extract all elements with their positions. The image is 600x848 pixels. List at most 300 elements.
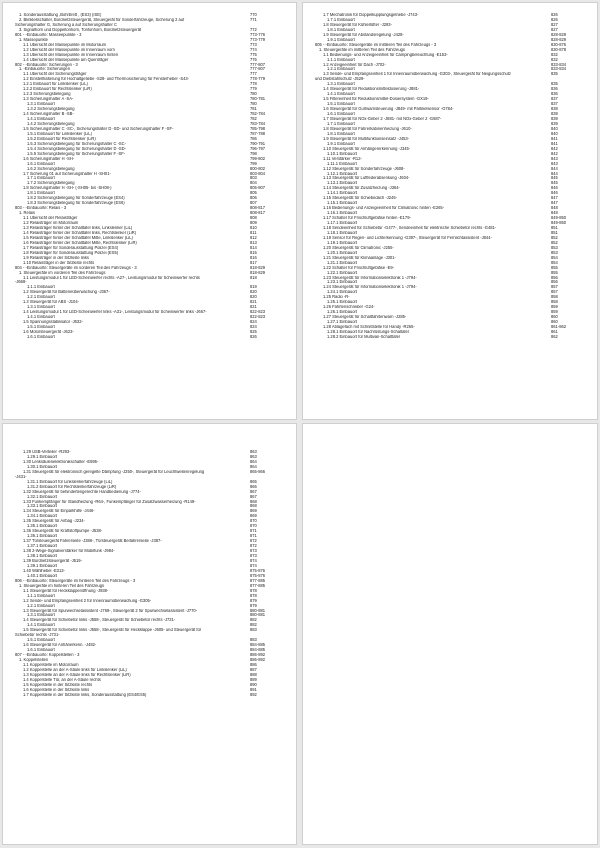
toc-entry-title: 1.39 Bordnetzsteuergerät -J519- xyxy=(23,558,82,563)
toc-entry-page: 845 xyxy=(551,180,558,186)
toc-entry-title: 1.33.1 Einbauort xyxy=(27,504,58,509)
toc-entry-page: 890 xyxy=(250,681,257,687)
toc-entry-page: 867 xyxy=(250,493,257,499)
toc-entry-title: 1.6.1 Einbauort xyxy=(327,112,355,117)
toc-entry-page: 832 xyxy=(551,51,558,57)
toc-entry-title: 1. Koppelstellen xyxy=(19,658,49,663)
toc-entry-title: 1.5.3 Sicherungsbelegung für Sicherungshalter C -SC- xyxy=(27,141,126,146)
toc-entry-page: 862 xyxy=(551,333,558,339)
toc-entry-title: 1.2.1 Einbauort für Linkslenker (LiL) xyxy=(23,82,88,87)
toc-entry-title: 1.20 Steuergerät für Climatronic -J255- xyxy=(323,245,394,250)
toc-entry-page: 773 xyxy=(250,41,257,47)
toc-entry-title: 1.23.1 Einbauort xyxy=(327,280,358,285)
toc-entry-title: -J431- xyxy=(15,474,27,479)
toc-entry-page: 840 xyxy=(551,130,558,136)
toc-entry-title: 1.8.1 Einbauort xyxy=(327,27,355,32)
toc-entry-title: 1.2 Anzeigeeinheit für Dach -J702- xyxy=(323,62,386,67)
toc-entry-page: 864 xyxy=(250,458,257,464)
toc-entry-title: 1.8 Steuergerät für Fahrerkabinenheizung -J610- xyxy=(323,126,412,131)
toc-entry-title: 1.8 Relaisträger für Sonderausstattung Polizei (ES5) xyxy=(23,250,119,255)
toc-entry-page: 806 xyxy=(250,195,257,201)
toc-entry-title: 1.4 Steuergerät für Schiebetür links -J558-, Steuergerät für Schiebetür rechts -J731- xyxy=(23,618,176,623)
toc-entry-title: 1.12 Steuergerät für Sonderfahrzeuge -J608- xyxy=(323,166,405,171)
toc-entry-page: 771 xyxy=(250,16,257,22)
toc-entry-page: 822-823 xyxy=(250,309,266,315)
toc-entry-title: 1.15.1 Einbauort xyxy=(327,201,358,206)
toc-entry-title: 1.4 Koppelstelle Tür, an der A-Säule rechts xyxy=(23,677,101,682)
toc-entry-title: 1.27.1 Einbauort xyxy=(327,320,358,325)
toc-entry-page: 856 xyxy=(551,279,558,285)
toc-entry-page: 853 xyxy=(551,249,558,255)
toc-entry-page: 824 xyxy=(250,324,257,330)
toc-entry-title: 1.26 Fahrtenschreiber -G24- xyxy=(323,305,375,310)
toc-entry-page: 842 xyxy=(551,145,558,151)
toc-entry-page: 844 xyxy=(551,165,558,171)
toc-entry-page: 778-779 xyxy=(250,76,266,82)
toc-entry-title: 1.7 Sicherung 01 auf Sicherungshalter H -SH01- xyxy=(23,171,111,176)
toc-entry-page: 836 xyxy=(551,91,558,97)
toc-entry-title: 1.9 Steuergerät für Abstandsregelung -J428- xyxy=(323,32,404,37)
toc-entry-page: 780 xyxy=(250,91,257,97)
toc-entry-page: 849-850 xyxy=(551,215,567,221)
toc-entry-title: 1.39.1 Einbauort xyxy=(27,563,58,568)
toc-entry-page: 832 xyxy=(551,56,558,62)
toc-entry-page: 805-807 xyxy=(250,185,266,191)
toc-entry-title: 1.29 USB-Verteiler -R293- xyxy=(23,450,71,454)
toc-entry-title: 1.4.1 Einbauort xyxy=(27,315,55,320)
toc-entry-title: 1.17.1 Einbauort xyxy=(327,221,358,226)
toc-entry-page: 861-862 xyxy=(551,324,567,330)
toc-entry-page: 820 xyxy=(250,294,257,300)
toc-entry-page: 869 xyxy=(250,508,257,514)
toc-entry-page: 889 xyxy=(250,676,257,682)
toc-entry-page: 866 xyxy=(250,483,257,489)
toc-entry-title: 1.4.1 Einbauort xyxy=(27,117,55,122)
toc-entry xyxy=(15,335,274,340)
toc-entry-title: 1.2 Steuergerät für Batterieüberwachung -J367- xyxy=(23,290,110,295)
toc-entry-title: Schiebetür rechts -J731- xyxy=(15,633,60,638)
toc-entry-title: 1.18 Sendeeinheit für Schiebetür -G477-, Sendeeinheit für elektrische Schiebetür rechts -G481- xyxy=(323,225,497,230)
toc-entry-page: 804 xyxy=(250,180,257,186)
toc-entry-title: 1.8.3 Sicherungsbelegung für Sonderfahrzeuge (ES6) xyxy=(27,201,125,206)
toc-entry-title: 804 - -Einbauorte: Steuergeräte im vorderen Teil des Fahrzeugs - 3 xyxy=(15,265,137,270)
toc-entry-page: 879 xyxy=(250,602,257,608)
toc-entry-page: 773-776 xyxy=(250,31,266,37)
toc-entry-title: 1.3.1 Einbauort xyxy=(27,305,55,310)
toc-entry-title: 1.1.1 Einbauort xyxy=(27,593,55,598)
toc-entry xyxy=(315,335,575,340)
toc-entry-page: 779 xyxy=(250,86,257,92)
toc-entry-page: 872 xyxy=(250,538,257,544)
toc-entry-title: 1.35.1 Einbauort xyxy=(27,524,58,529)
toc-entry-page: 848 xyxy=(551,210,558,216)
toc-entry-page: 871 xyxy=(250,528,257,534)
toc-entry-title: 1.29.1 Einbauort xyxy=(27,454,58,459)
toc-entry-title: 1.17 Schalter für Frischluftgebläse hinten -E179- xyxy=(323,216,411,221)
toc-entry-title: 1.5 Steuergerät für Schiebetür links -J558-, Steuergerät für Heckklappe -J605- und Steuergerät für xyxy=(23,628,202,633)
toc-entry-title: 1.6 Koppelstelle in der Sitzkiste links xyxy=(23,687,90,692)
toc-entry-title: 1.7.2 Sicherungsbelegung xyxy=(27,181,75,186)
toc-entry-page: 824 xyxy=(250,319,257,325)
toc-entry-title: 1.36 Steuergerät für Kraftstoffpumpe -J538- xyxy=(23,529,103,534)
toc-entry-page: 888 xyxy=(250,671,257,677)
toc-entry-page: 847 xyxy=(551,195,558,201)
toc-entry-page: 841 xyxy=(551,135,558,141)
document-page-3 xyxy=(2,423,297,845)
toc-entry-page: 827 xyxy=(551,21,558,27)
toc-entry-title: 1.18.1 Einbauort xyxy=(327,230,358,235)
toc-entry-page: 865 xyxy=(250,478,257,484)
toc-entry-page: 857 xyxy=(551,284,558,290)
toc-entry-title: 1.28.2 Einbauort für Multivan-Schalttafel xyxy=(327,334,400,339)
toc-entry-page: 839 xyxy=(551,116,558,122)
toc-entry-page: 839 xyxy=(551,120,558,126)
toc-entry-title: 1.37 Türsteuergerät Fahrerseite -J386-, Türsteuergerät Beifahrerseite -J387- xyxy=(23,539,162,544)
toc-entry-page: 870 xyxy=(250,518,257,524)
toc-entry-page: 780 xyxy=(250,101,257,107)
toc-entry-page: 858 xyxy=(551,294,558,300)
toc-entry-title: 1.28 Ablagefach mit Schnittstelle für Handy -R265- xyxy=(323,325,415,330)
toc-entry-title: 1.2.3 Sicherungsbelegung xyxy=(23,92,71,97)
toc-entry-title: 3. Signalhorn und Doppeltonhorn, Tonfonhorn, Bordnetzsteuergerät xyxy=(19,27,142,32)
toc-entry-page: 875-876 xyxy=(250,567,266,573)
toc-entry-title: 1.9 Relaisträger in der Sitzkiste links xyxy=(23,255,89,260)
toc-entry-page: 828-829 xyxy=(551,36,567,42)
toc-entry-page: 860 xyxy=(551,314,558,320)
toc-entry-title: 1.14 Steuergerät für Zusatzheizung -J364- xyxy=(323,186,400,191)
toc-entry-page: 830-876 xyxy=(551,41,567,47)
toc-entry-page: 818 xyxy=(250,274,257,280)
toc-entry-title: 1.5 Spannungsstabilisator -J532- xyxy=(23,320,83,325)
toc-entry-title: 801 - -Einbauorte: Masseepunkte - 3 xyxy=(15,32,82,37)
toc-entry-page: 808-817 xyxy=(250,205,266,211)
toc-entry-title: 1.1.1 Einbauort xyxy=(27,285,55,290)
toc-entry-title: 1.31.1 Einbauort für Linkslenkerfahrzeuge (LiL) xyxy=(27,479,113,484)
toc-entry-page: 867 xyxy=(250,488,257,494)
toc-entry-page: 870 xyxy=(250,523,257,529)
toc-entry-title: 1.8.1 Einbauort xyxy=(327,131,355,136)
toc-entry-title: 1. Steuergeräte im mittleren Teil des Fahrzeugs xyxy=(319,47,405,52)
toc-entry-page: 835 xyxy=(551,71,558,77)
toc-entry-title: 1.32 Steuergerät für behindertengerechte Handbedienung -J774- xyxy=(23,489,141,494)
toc-entry-title: 1. Relais xyxy=(19,211,35,216)
toc-entry-title: 1.22 Schalter für Frischluftgebläse -E9- xyxy=(323,265,394,270)
toc-entry-title: 1.6.1 Einbauort xyxy=(27,161,55,166)
toc-entry-page: 828-829 xyxy=(551,31,567,37)
toc-entry-title: 1.3.1 Einbauort xyxy=(327,82,355,87)
toc-entry-title: 1.7 Relaisträger für Sonderausstattung Polizei (ES4) xyxy=(23,245,119,250)
toc-entry-page: 846 xyxy=(551,190,558,196)
toc-entry-page: 782 xyxy=(250,116,257,122)
toc-entry-page: 821 xyxy=(250,299,257,305)
toc-entry-page: 853 xyxy=(551,244,558,250)
toc-entry-title: 1.5 Sicherungshalter C -SC-, Sicherungshalter D -SD- und Sicherungshalter F -SF- xyxy=(23,126,174,131)
toc-entry-title: 1.26.1 Einbauort xyxy=(327,310,358,315)
toc-entry-title: 1.9.1 Einbauort xyxy=(327,37,355,42)
toc-entry-title: 1.22.1 Einbauort xyxy=(327,270,358,275)
toc-entry-title: 1.23 Steuergerät für Informationselektronik 1 -J794- xyxy=(323,275,417,280)
toc-entry-title: 805 - -Einbauorte: Steuergeräte im mittleren Teil des Fahrzeugs - 3 xyxy=(315,42,437,47)
toc-entry-title: 1.21.1 Einbauort xyxy=(327,260,358,265)
toc-entry-page: 833-834 xyxy=(551,66,567,72)
toc-entry-page: 843 xyxy=(551,160,558,166)
toc-entry-page: 796-797 xyxy=(250,145,266,151)
toc-entry-page: 877-885 xyxy=(250,582,266,588)
toc-entry-title: 1.4 Übersicht der Massepunkte am Quenträger xyxy=(23,57,109,62)
toc-entry-page: 805 xyxy=(250,190,257,196)
toc-entry-page: 886-892 xyxy=(250,657,266,663)
document-page-1 xyxy=(2,2,297,420)
toc-entry-page: 841 xyxy=(551,140,558,146)
toc-entry-title: 1.6 Steuergerät für Gurtwarnsteuerung -J849- mit Partikelsensor -G784- xyxy=(323,107,454,112)
toc-entry-page: 777-807 xyxy=(250,66,266,72)
toc-entry-title: 1.10 Relaisträger in der Sitzkiste rechts xyxy=(23,260,95,265)
toc-entry-page: 863 xyxy=(250,453,257,459)
toc-entry-page: 864 xyxy=(250,463,257,469)
toc-entry-page: 812 xyxy=(250,234,257,240)
toc-entry-title: 1.27 Steuergerät für Schaltfahrtenwarn -J285- xyxy=(323,315,407,320)
toc-entry-title: 1.36.1 Einbauort xyxy=(27,534,58,539)
toc-entry-title: 1.30 Lenksäulenelektronikschalter -E595- xyxy=(23,459,99,464)
toc-entry-title: 1.1.1 Einbauort xyxy=(327,57,355,62)
toc-entry-title: 1.40 Wählhebel -E313- xyxy=(23,568,65,573)
toc-entry-page: 838 xyxy=(551,106,558,112)
toc-entry-title: 1.8 Steuergerät für Kühlerlüfter -J293- xyxy=(323,22,392,27)
toc-entry-page: 855 xyxy=(551,264,558,270)
toc-entry-title: 1.4 Steuergerät für Reduktionsmitteldosierung -J881- xyxy=(323,87,420,92)
toc-entry-title: 1.5 Koppelstelle in der Sitzkiste rechts xyxy=(23,682,93,687)
toc-entry-page: 878 xyxy=(250,587,257,593)
toc-entry-page: 778 xyxy=(250,81,257,87)
toc-entry-page: 868 xyxy=(250,503,257,509)
toc-entry-title: 1.2 Übersicht der Massepunkte im Innenraum vorn xyxy=(23,47,115,52)
toc-entry-title: und Diebstahlschutz -J529- xyxy=(315,77,365,82)
toc-entry-page: 851 xyxy=(551,224,558,230)
toc-entry-title: 1.19.1 Einbauort xyxy=(327,240,358,245)
toc-entry-title: 1.12.1 Einbauort xyxy=(327,171,358,176)
toc-entry-title: 803 - -Einbauorte: Relais - 3 xyxy=(15,206,67,211)
toc-entry-page: 798 xyxy=(250,150,257,156)
toc-entry-page: 883 xyxy=(250,627,257,633)
toc-entry-page: 848 xyxy=(551,205,558,211)
toc-entry-page: 815 xyxy=(250,249,257,255)
toc-entry-title: 1.16.1 Einbauort xyxy=(327,211,358,216)
toc-entry-page: 849-850 xyxy=(551,220,567,226)
toc-entry-title: 1.7 Mechatronik für Doppelkupplungsgetriebe -J743- xyxy=(323,13,419,17)
toc-entry-title: 1.11.1 Einbauort xyxy=(327,161,357,166)
toc-entry-page: 826 xyxy=(551,12,558,17)
toc-entry-title: 802 - -Einbauorte: Sicherungen - 3 xyxy=(15,62,78,67)
toc-entry-title: 1.31 Steuergerät für elektronisch geregelte Dämpfung -J250-, Steuergerät für Leuchtweitenregelung xyxy=(23,469,205,474)
toc-entry-page: 852 xyxy=(551,234,558,240)
toc-entry-page: 837 xyxy=(551,101,558,107)
toc-entry-page: 842 xyxy=(551,150,558,156)
toc-entry-page: 800-802 xyxy=(250,165,266,171)
toc-entry-page: 826 xyxy=(250,333,257,339)
toc-entry-title: 1.5 Filtereinheit für Reduktionsmittel-Dosiersystem -GX19- xyxy=(323,97,429,102)
toc-entry-title: 807 - -Einbauorte: Koppelstellen - 3 xyxy=(15,653,80,658)
toc-entry-title: 1.1 Übersicht der Massepunkte im Motorraum xyxy=(23,42,107,47)
toc-entry-page: 826 xyxy=(551,16,558,22)
toc-entry-page: 847 xyxy=(551,200,558,206)
toc-entry-page: 777-807 xyxy=(250,61,266,67)
toc-entry-title: 1.34.1 Einbauort xyxy=(27,514,58,519)
toc-entry-title: 1.7 Steuergerät für NOx-Geber 2 -J881- mit NOx-Geber 2 -G687- xyxy=(323,117,442,122)
toc-entry-page: 855 xyxy=(551,269,558,275)
toc-entry-title: 1.8.2 Sicherungsbelegung für Sonderfahrzeuge (ES4) xyxy=(27,196,125,201)
toc-entry-title: 1.30.1 Einbauort xyxy=(27,464,58,469)
toc-entry-page: 843 xyxy=(551,155,558,161)
toc-entry-page: 799-802 xyxy=(250,155,266,161)
toc-entry-page: 874 xyxy=(250,557,257,563)
toc-entry-page: 803-804 xyxy=(250,170,266,176)
toc-entry-page: 858 xyxy=(551,299,558,305)
toc-entry-page: 775 xyxy=(250,51,257,57)
toc-entry-page: 871 xyxy=(250,533,257,539)
toc-entry-page: 774 xyxy=(250,46,257,52)
toc-entry-title: 1.14.1 Einbauort xyxy=(327,191,358,196)
toc-entry-page: 837 xyxy=(551,96,558,102)
toc-entry-page: 773-779 xyxy=(250,36,266,42)
toc-entry-title: 2. Blinkleitschalter, Bordnetzsteuergerät, Steuergerät für Sonderfahrzeuge, Sicherung 2 auf xyxy=(19,17,185,22)
toc-entry-title: 1.4.1 Einbauort xyxy=(327,92,355,97)
toc-entry-title: 1.21 Steuergerät für Klimaanlage -J301- xyxy=(323,255,396,260)
toc-entry-page: 851 xyxy=(551,229,558,235)
toc-entry-page: 861 xyxy=(551,329,558,334)
toc-entry-title: 1.1 Steuergerät für Heckklappenöffnung -J938- xyxy=(23,588,109,593)
toc-entry-page: 882 xyxy=(250,617,257,623)
toc-entry-page: 891 xyxy=(250,686,257,692)
toc-entry-title: 1.10.1 Einbauort xyxy=(327,151,358,156)
toc-entry-title: 1.3 Steuergerät für Spurwechselassistent -J769-, Steuergerät 2 für Spurwechselassistent -J770- xyxy=(23,608,198,613)
toc-entry-page: 846 xyxy=(551,185,558,191)
toc-entry-title: 1.5.1 Einbauort xyxy=(27,638,55,643)
toc-entry-title: 1.1 Koppelstelle im Motorraum xyxy=(23,662,79,667)
toc-entry-title: 1.4 Sicherungshalter B -SB- xyxy=(23,112,74,117)
toc-entry-title: 1.32.1 Einbauort xyxy=(27,494,58,499)
toc-entry-title: 1.4.1 Einbauort xyxy=(27,623,55,628)
toc-entry-title: 1.28.1 Einbauort für Nachrüstungs-Schaltafel xyxy=(327,330,409,334)
toc-entry-title: 1.3.2 Sicherungsbelegung xyxy=(27,107,75,112)
toc-entry-title: 1.5.4 Sicherungsbelegung für Sicherungshalter D -SD- xyxy=(27,146,126,151)
toc-entry-page: 770 xyxy=(250,12,257,17)
toc-entry-page: 783-784 xyxy=(250,120,266,126)
toc-entry-title: 1.5 Relaisträger hinter der Schalttafel Mitte, Linkslenker (LiL) xyxy=(23,235,133,240)
toc-entry-title: 1.2 Koppelstelle an der A-Säule links für Linkslenker (LiL) xyxy=(23,667,127,672)
toc-entry-page: 772 xyxy=(250,26,257,32)
toc-entry-title: 1.15 Steuergerät für Schiebedach -J245- xyxy=(323,196,397,201)
toc-entry-title: 1.38 2-Wege-Signalverstärker für Mobilfunk -J984- xyxy=(23,549,115,554)
toc-entry-page: 833-834 xyxy=(551,61,567,67)
toc-entry-page: 786 xyxy=(250,135,257,141)
toc-entry-title: 1.4 Leistungsmodul 1 für LED-Scheinwerfer links -A31-, Leistungsmodul für Scheinwerfer links -J667- xyxy=(23,310,207,315)
toc-entry-title: 1.6 Relaisträger hinter der Schalttafel Mitte, Rechtslenker (LiR) xyxy=(23,240,137,245)
toc-entry-page: 776 xyxy=(250,56,257,62)
toc-entry-page: 854 xyxy=(551,254,558,260)
toc-entry-page: 818-829 xyxy=(250,264,266,270)
toc-entry-title: 1.37.1 Einbauort xyxy=(27,544,58,549)
toc-entry-title: 1.7 Koppelstelle in der Sitzkiste links, Sonderausstattung (ES4/ES5) xyxy=(23,692,147,697)
toc-entry-page: 886 xyxy=(250,661,257,667)
toc-list xyxy=(15,450,274,698)
toc-entry-page: 883 xyxy=(250,637,257,643)
toc-entry-title: 1.13.1 Einbauort xyxy=(327,181,358,186)
toc-entry-page: 810 xyxy=(250,224,257,230)
toc-entry-title: 1.8 Sicherungshalter H -SH- (-SH05- bis -SH08-) xyxy=(23,186,112,191)
toc-entry-title: 1.3 Steuergerät für ABS -J104- xyxy=(23,300,79,305)
toc-entry-title: 1.25.1 Einbauort xyxy=(327,300,358,305)
toc-entry-page: 869 xyxy=(250,513,257,519)
toc-list xyxy=(15,13,274,340)
toc-entry-title: 1.6.2 Sicherungsbelegung xyxy=(27,166,75,171)
document-page-4-blank xyxy=(302,423,598,845)
toc-entry-page: 838 xyxy=(551,111,558,117)
toc-entry-page: 886-892 xyxy=(250,652,266,658)
toc-entry-title: 1.6 Steuergerät für Anhänerkenn. -J482- xyxy=(23,643,97,648)
toc-entry-page: 808 xyxy=(250,215,257,221)
toc-entry-page: 854 xyxy=(551,259,558,265)
toc-entry-page: 859 xyxy=(551,309,558,315)
toc-entry-page: 840 xyxy=(551,125,558,131)
toc-entry-page: 868 xyxy=(250,498,257,504)
toc-entry-page: 809 xyxy=(250,220,257,226)
toc-entry-page: 836 xyxy=(551,86,558,92)
toc-entry-page: 835 xyxy=(551,81,558,87)
toc-entry-title: 1.5.2 Einbauort für Rechtslenker (LiR) xyxy=(27,136,96,141)
toc-entry-page: 860 xyxy=(551,319,558,325)
toc-entry-page: 777 xyxy=(250,71,257,77)
toc-entry-title: 1.3.1 Einbauort xyxy=(27,102,55,107)
toc-entry-title: 1.25 Radio -R- xyxy=(323,295,350,300)
toc-entry-title: 1.7.1 Einbauort xyxy=(327,121,355,126)
toc-entry-title: 1.6.1 Einbauort xyxy=(27,334,55,339)
toc-entry-page: 782-784 xyxy=(250,111,266,117)
toc-entry-title: 1.3 Relaisträger hinter der Schalttafel links, Linkslenker (LiL) xyxy=(23,225,133,230)
toc-entry-page: 873 xyxy=(250,553,257,559)
toc-entry-title: 1.40.1 Einbauort xyxy=(27,573,58,578)
toc-entry-title: 1.6.1 Einbauort xyxy=(27,648,55,653)
toc-entry-title: 1.5.1 Einbauort xyxy=(327,102,355,107)
toc-entry-title: 806 - -Einbauorte: Steuergeräte im hinteren Teil des Fahrzeugs - 3 xyxy=(15,578,136,583)
toc-entry-title: 1.2.1 Einbauort xyxy=(27,295,55,300)
toc-entry-page: 787-788 xyxy=(250,130,266,136)
toc-entry-page: 818-829 xyxy=(250,269,266,275)
toc-entry-title: 1.2.1 Einbauort xyxy=(27,603,55,608)
toc-entry-title: 1.19 Sensor für Regen- und Lichterkennung -G397-, Steuergerät für Fernlichtassistent -J844- xyxy=(323,235,492,240)
toc-entry-title: 1.24 Steuergerät für Informationselektronik 1 -J794- xyxy=(323,285,417,290)
toc-entry-page: 892 xyxy=(250,691,257,697)
toc-entry-page: 785-798 xyxy=(250,125,266,131)
toc-entry-title: -J668- xyxy=(15,280,27,285)
toc-entry-page: 874 xyxy=(250,562,257,568)
toc-entry-page: 827 xyxy=(551,26,558,32)
toc-entry-title: 1.31.2 Einbauort für Rechtslenkerfahrzeuge (LiR) xyxy=(27,484,117,489)
toc-entry-page: 877-885 xyxy=(250,577,266,583)
toc-entry-page: 865-866 xyxy=(250,468,266,474)
toc-entry-title: 1.9 Steuergerät für Multifunktionseinsatz -J453- xyxy=(323,136,410,141)
toc-list xyxy=(315,13,575,340)
toc-entry-page: 813 xyxy=(250,239,257,245)
toc-entry-title: 1.34 Steuergerät für Einparkhilfe -J446- xyxy=(23,509,95,514)
toc-entry-title: 1.33 Funkempfänger für Standheizung -R64-, Funkempfänger für Zusatzwasserheizung -R149- xyxy=(23,499,196,504)
toc-entry-title: 1.3 Übersicht der Massepunkte im Innenraum hinten xyxy=(23,52,119,57)
document-page-2 xyxy=(302,2,598,420)
toc-entry-title: 1.1 Übersicht der Relaisträger xyxy=(23,216,78,221)
toc-entry-page: 856 xyxy=(551,274,558,280)
toc-entry-page: 781 xyxy=(250,106,257,112)
toc-entry-title: 1.38.1 Einbauort xyxy=(27,554,58,559)
toc-entry-page: 875-876 xyxy=(250,572,266,578)
